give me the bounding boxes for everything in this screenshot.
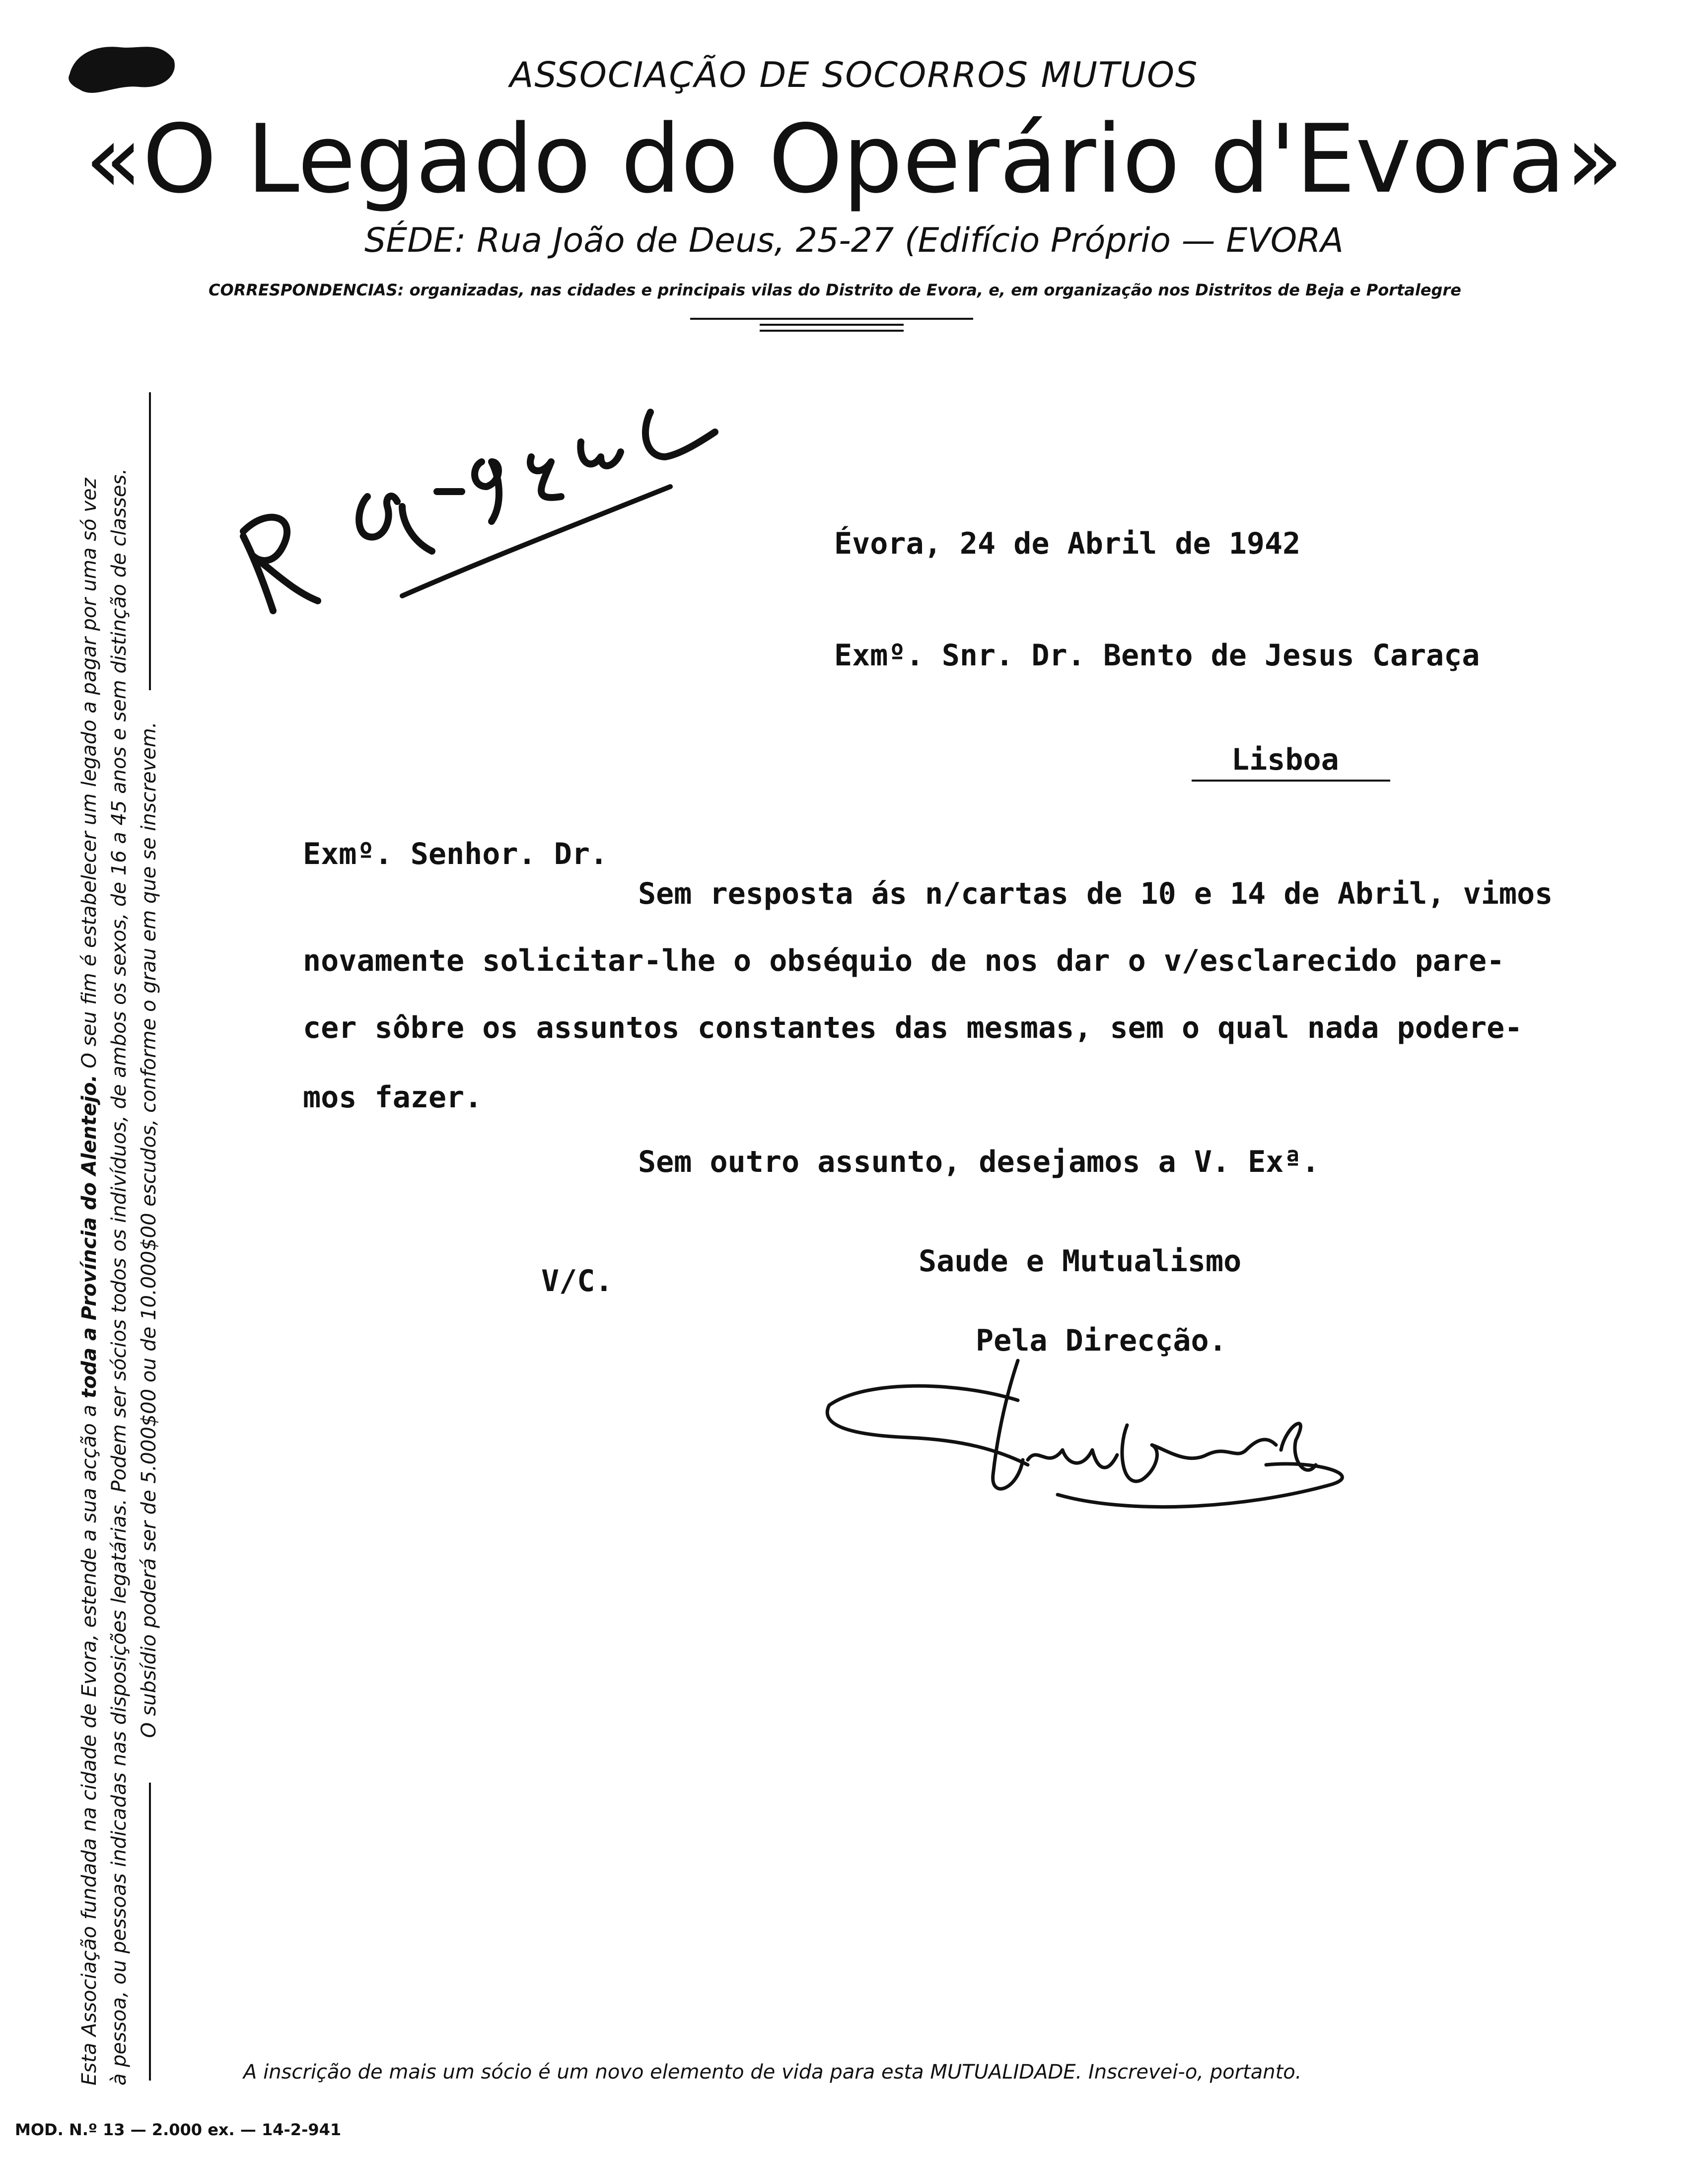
headquarters-address: SÉDE: Rua João de Deus, 25-27 (Edifício Próprio — EVORA xyxy=(364,221,1344,260)
letter-body-line: cer sôbre os assuntos constantes das mesmas, sem o qual nada podere- xyxy=(303,1010,1523,1045)
header-rule-3 xyxy=(760,330,904,332)
letter-recipient: Exmº. Snr. Dr. Bento de Jesus Caraça xyxy=(834,638,1480,673)
side-note-line-2: à pessoa, ou pessoas indicadas nas disposições legatárias. Podem ser sócios todos os indivíduos, de ambos os sexos, de 16 a 45 anos e sem distinção de classes. xyxy=(108,468,131,2086)
handwritten-received-note xyxy=(223,343,720,621)
association-name-title: «O Legado do Operário d'Evora» xyxy=(84,104,1624,214)
correspondence-note: CORRESPONDENCIAS: organizadas, nas cidades e principais vilas do Distrito de Evora, e, em organização nos Distritos de Beja e Portalegre xyxy=(209,281,1461,299)
letter-body-line: mos fazer. xyxy=(303,1080,483,1115)
letter-greeting: Saude e Mutualismo xyxy=(919,1244,1242,1279)
side-note-line-1: Esta Associação fundada na cidade de Evora, estende a sua acção a toda a Província do Alentejo. O seu fim é estabelecer um legado a pagar por uma só vez xyxy=(78,478,101,2086)
form-code: MOD. N.º 13 — 2.000 ex. — 14-2-941 xyxy=(15,2120,342,2139)
letter-signed-by: Pela Direcção. xyxy=(976,1323,1227,1358)
letter-body-line: Sem resposta ás n/cartas de 10 e 14 de Abril, vimos xyxy=(638,876,1553,911)
letter-vc: V/C. xyxy=(541,1264,613,1298)
signature xyxy=(819,1351,1355,1539)
letter-date: Évora, 24 de Abril de 1942 xyxy=(834,526,1301,561)
letter-body-line: novamente solicitar-lhe o obséquio de nos dar o v/esclarecido pare- xyxy=(303,943,1505,978)
header-rule-1 xyxy=(690,318,973,320)
association-heading: ASSOCIAÇÃO DE SOCORROS MUTUOS xyxy=(509,55,1199,95)
city-underline xyxy=(1192,780,1390,782)
side-note-rule-bottom xyxy=(149,1783,151,2081)
letter-closing: Sem outro assunto, desejamos a V. Exª. xyxy=(638,1145,1320,1179)
letter-salutation: Exmº. Senhor. Dr. xyxy=(303,837,608,871)
side-note-line-3: O subsídio poderá ser de 5.000$00 ou de 10.000$00 escudos, conforme o grau em que se inscrevem. xyxy=(138,721,160,1738)
footer-slogan: A inscrição de mais um sócio é um novo elemento de vida para esta MUTUALIDADE. Inscrevei-o, portanto. xyxy=(243,2061,1302,2084)
header-rule-2 xyxy=(760,324,904,326)
side-note-rule-top xyxy=(149,392,151,690)
letter-city: Lisboa xyxy=(1231,742,1339,777)
